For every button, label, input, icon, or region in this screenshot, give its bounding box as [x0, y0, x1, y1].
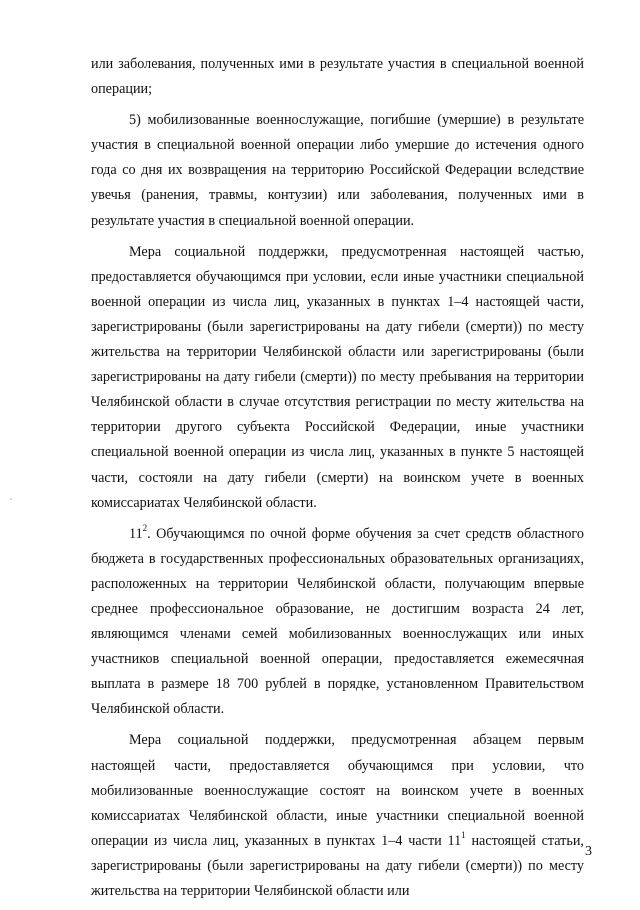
section-number: 11 [129, 525, 143, 542]
paragraph-social-support-condition: Мера социальной поддержки, предусмотренная настоящей частью, предоставляется обучающимся при условии, если иные участники специальной военной операции из числа лиц, указанных в пунктах 1–4 настоящей части, зарегистрированы (были зарегистрированы на дату гибели (смерти)) по месту жительства на территории Челябинской области или зарегистрированы (были зарегистрированы на дату гибели (смерти)) по месту пребывания на территории Челябинской области в случае отсутствия регистрации по месту жительства на территории другого субъекта Российской Федерации, иные участники специальной военной операции из числа лиц, указанных в пункте 5 настоящей части, состояли на дату гибели (смерти) на воинском учете в военных комиссариатах Челябинской области. [91, 243, 584, 511]
paragraph-item-5: 5) мобилизованные военнослужащие, погибшие (умершие) в результате участия в специальной военной операции либо умершие до истечения одного года со дня их возвращения на территорию Российской Федерации вследствие увечья (ранения, травмы, контузии) или заболевания, полученных ими в результате участия в специальной военной операции. [91, 112, 584, 229]
paragraph-social-support-measure [91, 728, 584, 904]
section-number-superscript: 2 [142, 522, 148, 533]
scan-speck [10, 498, 12, 500]
paragraph-11-2 [91, 522, 584, 723]
paragraph-continuation: или заболевания, полученных ими в результате участия в специальной военной операции; [91, 56, 584, 98]
page-number: 3 [585, 844, 592, 859]
paragraph-11-2-text: . Обучающимся по очной форме обучения за счет средств областного бюджета в государственных профессиональных образовательных организациях, расположенных на территории Челябинской области, получающим впервые среднее профессиональное образование, не достигшим возраста 24 лет, являющимся членами семей мобилизованных военнослужащих или иных участников специальной военной операции, предоставляется ежемесячная выплата в размере 18 700 рублей в порядке, установленном Правительством Челябинской области. [91, 525, 584, 718]
paragraph-measure-superscript: 1 [461, 830, 466, 841]
paragraph-measure-text-after: настоящей статьи, зарегистрированы (были зарегистрированы на дату гибели (смерти)) по месту жительства на территории Челябинской области или [91, 832, 584, 899]
document-body [91, 52, 584, 910]
paragraph-measure-text-before: Мера социальной поддержки, предусмотренная абзацем первым настоящей части, предоставляется обучающимся при условии, что мобилизованные военнослужащие состоят на воинском учете в военных комиссариатах Челябинской области, иные участники специальной военной операции из числа лиц, указанных в пунктах 1–4 части 11 [91, 732, 584, 849]
